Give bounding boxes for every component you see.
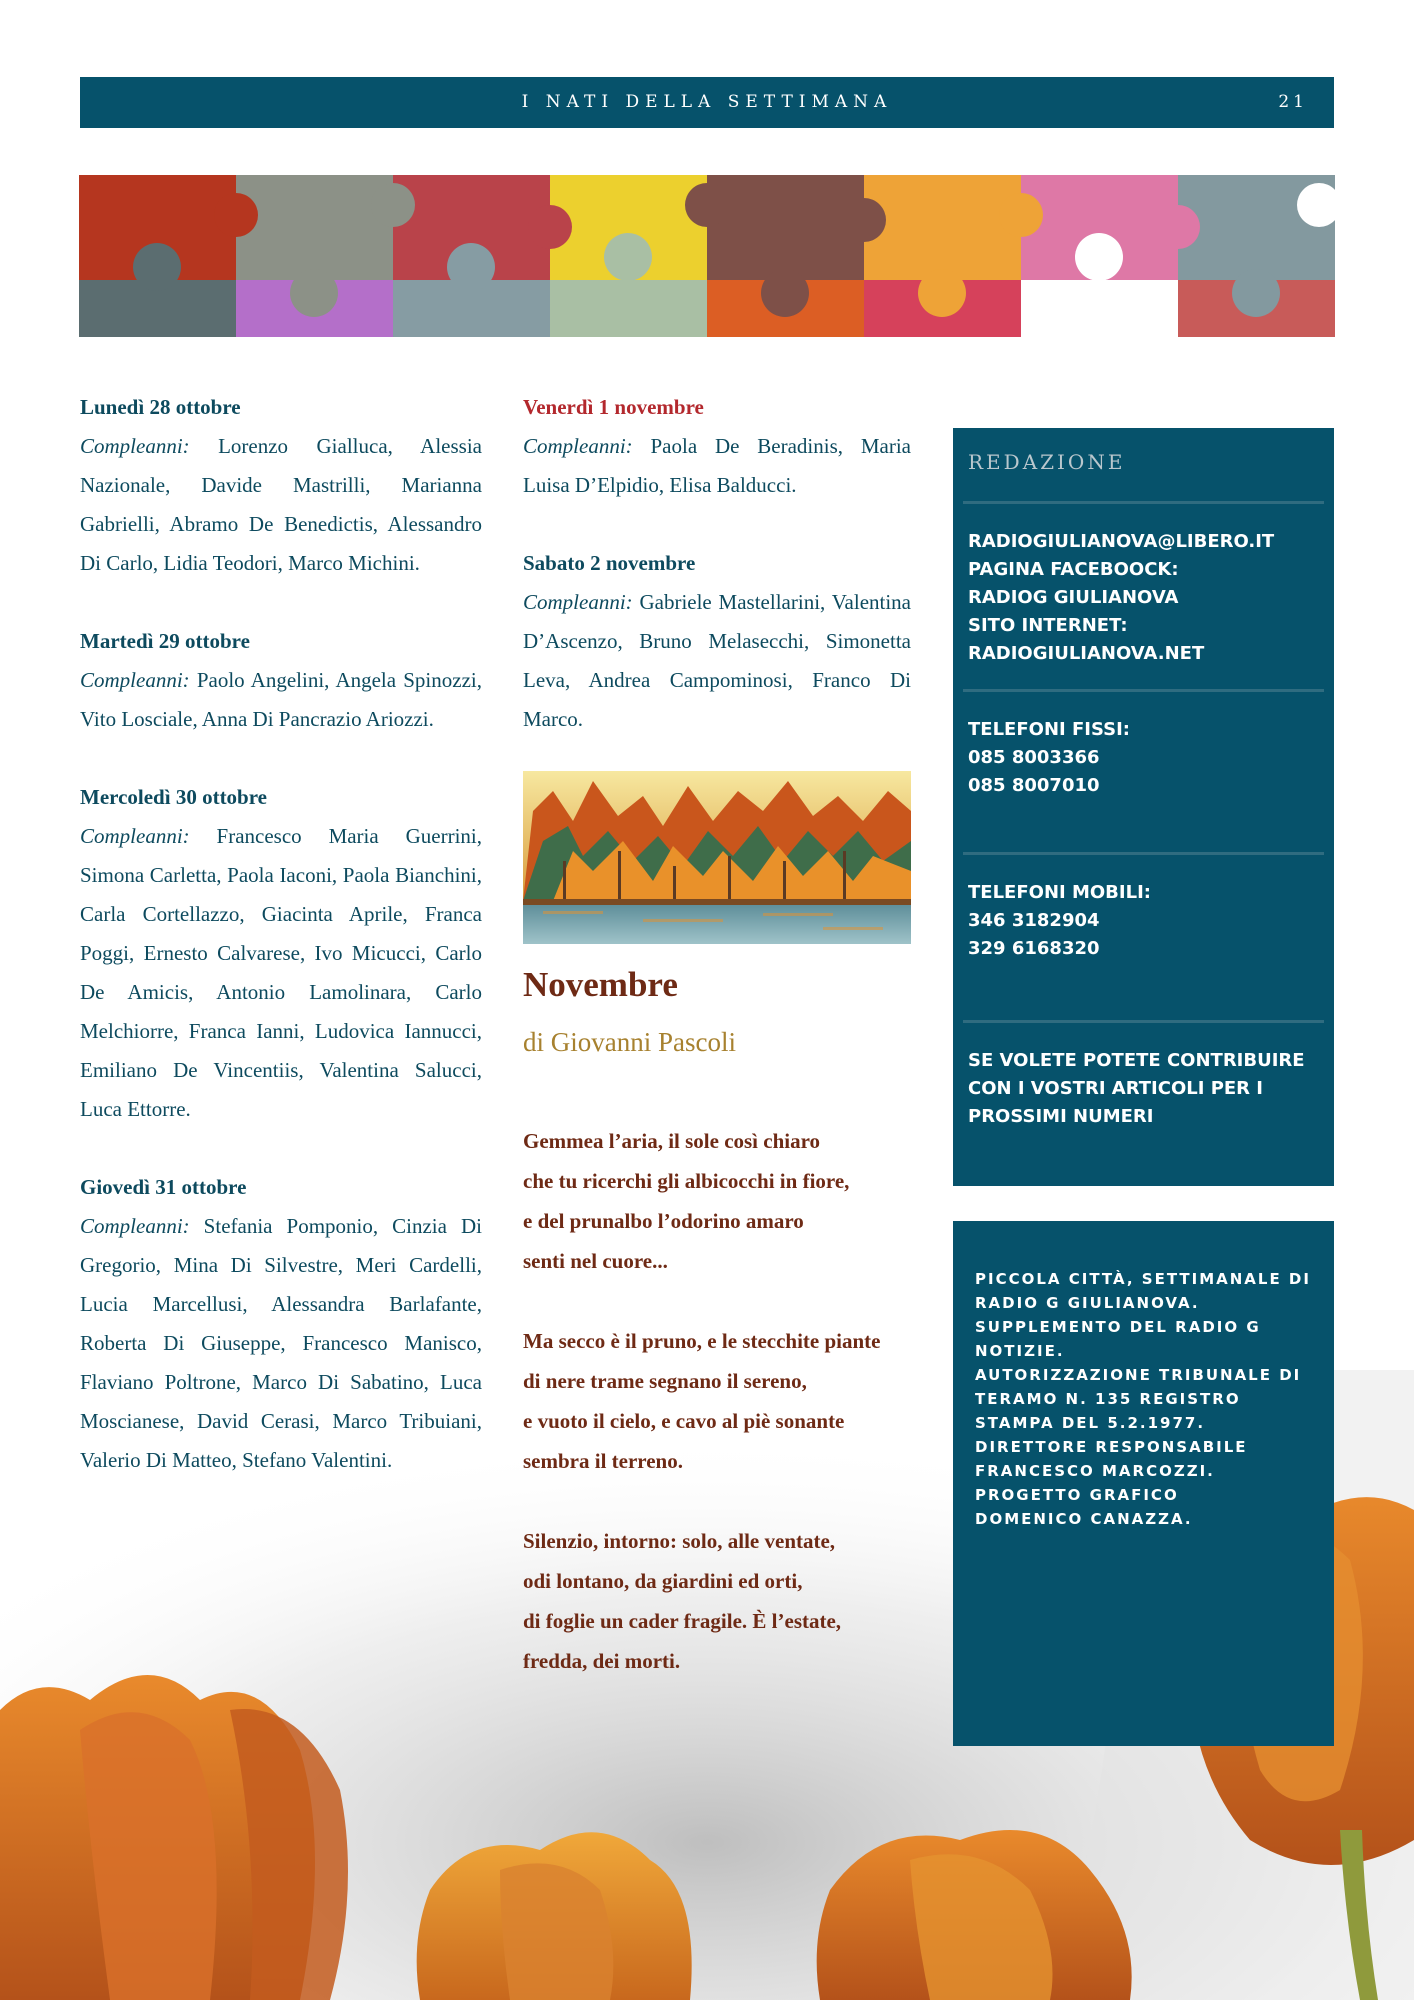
birthdays-label: Compleanni:	[80, 668, 190, 692]
names-list: Stefania Pomponio, Cinzia Di Gregorio, Mina Di Silvestre, Meri Cardelli, Lucia Marcellusi, Alessandra Barlafante, Roberta Di Giuseppe, Francesco Manisco, Flaviano Poltrone, Marco Di Sabatino, Luca Moscianese, David Cerasi, Marco Tribuiani, Valerio Di Matteo, Stefano Valentini.	[80, 1214, 482, 1472]
imprint-line: DIRETTORE RESPONSABILE	[975, 1438, 1248, 1456]
day-entry	[80, 388, 482, 583]
names-list: Paola De Beradinis, Maria Luisa D’Elpidio, Elisa Balducci.	[523, 434, 911, 497]
imprint-line: NOTIZIE.	[975, 1342, 1065, 1360]
day-entry	[80, 1168, 482, 1480]
divider	[963, 501, 1324, 504]
imprint-line: PROGETTO GRAFICO	[975, 1486, 1179, 1504]
header-bar	[80, 77, 1334, 128]
names-list: Lorenzo Gialluca, Alessia Nazionale, Davide Mastrilli, Marianna Gabrielli, Abramo De Benedictis, Alessandro Di Carlo, Lidia Teodori, Marco Michini.	[80, 434, 482, 575]
imprint-line: AUTORIZZAZIONE TRIBUNALE DI	[975, 1366, 1302, 1384]
day-entry	[80, 778, 482, 1129]
fixed-phones-label: TELEFONI FISSI:	[968, 719, 1130, 740]
poem-title: Novembre	[523, 965, 678, 1004]
poem-line: e vuoto il cielo, e cavo al piè sonante	[523, 1409, 845, 1433]
names-list: Francesco Maria Guerrini, Simona Carletta, Paola Iaconi, Paola Bianchini, Carla Cortellazzo, Giacinta Aprile, Franca Poggi, Ernesto Calvarese, Ivo Micucci, Carlo De Amicis, Antonio Lamolinara, Carlo Melchiorre, Franca Ianni, Ludovica Iannucci, Emiliano De Vincentiis, Valentina Salucci, Luca Ettorre.	[80, 824, 482, 1121]
day-entry	[80, 622, 482, 739]
day-names	[80, 661, 482, 739]
poem-stanza	[523, 1521, 913, 1681]
birthdays-label: Compleanni:	[523, 590, 633, 614]
poem-line: sembra il terreno.	[523, 1449, 683, 1473]
birthdays-column-middle	[523, 388, 911, 778]
day-names	[80, 427, 482, 583]
poem-line: che tu ricerchi gli albicocchi in fiore,	[523, 1169, 850, 1193]
contacts-block	[968, 528, 1328, 668]
mobile-phones-block	[968, 879, 1328, 963]
day-title: Lunedì 28 ottobre	[80, 395, 241, 419]
imprint-line: TERAMO N. 135 REGISTRO	[975, 1390, 1241, 1408]
birthdays-label: Compleanni:	[80, 824, 190, 848]
imprint-line: STAMPA DEL 5.2.1977.	[975, 1414, 1206, 1432]
facebook-link[interactable]: RADIOG GIULIANOVA	[968, 587, 1179, 608]
day-title: Mercoledì 30 ottobre	[80, 785, 268, 809]
website-link[interactable]: RADIOGIULIANOVA.NET	[968, 643, 1205, 664]
fixed-phones-block	[968, 716, 1328, 800]
day-names	[523, 583, 911, 739]
day-names	[523, 427, 911, 505]
page-number: 21	[1278, 92, 1308, 112]
autumn-forest-image	[523, 771, 911, 944]
birthdays-column-left	[80, 388, 482, 1519]
mobile-phones-label: TELEFONI MOBILI:	[968, 882, 1151, 903]
poem-stanza	[523, 1321, 913, 1481]
day-title: Martedì 29 ottobre	[80, 629, 250, 653]
header-title: I NATI DELLA SETTIMANA	[521, 92, 893, 112]
imprint-text	[975, 1267, 1325, 1531]
poem-author: di Giovanni Pascoli	[523, 1027, 736, 1057]
imprint-line: SUPPLEMENTO DEL RADIO G	[975, 1318, 1261, 1336]
poem-stanza	[523, 1121, 913, 1281]
divider	[963, 852, 1324, 855]
poem-body	[523, 1121, 913, 1721]
divider	[963, 689, 1324, 692]
phone-number[interactable]: 346 3182904	[968, 910, 1100, 931]
poem-line: senti nel cuore...	[523, 1249, 668, 1273]
day-names	[80, 1207, 482, 1480]
poem-line: e del prunalbo l’odorino amaro	[523, 1209, 804, 1233]
email-link[interactable]: RADIOGIULIANOVA@LIBERO.IT	[968, 531, 1275, 552]
phone-number[interactable]: 085 8003366	[968, 747, 1100, 768]
website-label: SITO INTERNET:	[968, 615, 1128, 636]
phone-number[interactable]: 085 8007010	[968, 775, 1100, 796]
divider	[963, 1020, 1324, 1023]
redazione-title: REDAZIONE	[968, 450, 1126, 474]
day-title: Giovedì 31 ottobre	[80, 1175, 247, 1199]
names-list: Gabriele Mastellarini, Valentina D’Ascenzo, Bruno Melasecchi, Simonetta Leva, Andrea Campominosi, Franco Di Marco.	[523, 590, 911, 731]
redazione-box	[953, 428, 1334, 1186]
birthdays-label: Compleanni:	[80, 434, 190, 458]
contribute-line: SE VOLETE POTETE CONTRIBUIRE	[968, 1050, 1305, 1071]
day-entry	[523, 388, 911, 505]
facebook-label: PAGINA FACEBOOCK:	[968, 559, 1179, 580]
day-names	[80, 817, 482, 1129]
phone-number[interactable]: 329 6168320	[968, 938, 1100, 959]
poem-line: di nere trame segnano il sereno,	[523, 1369, 807, 1393]
contribute-line: PROSSIMI NUMERI	[968, 1106, 1154, 1127]
day-title: Sabato 2 novembre	[523, 551, 696, 575]
imprint-line: DOMENICO CANAZZA.	[975, 1510, 1193, 1528]
imprint-line: PICCOLA CITTÀ, SETTIMANALE DI	[975, 1270, 1311, 1288]
puzzle-banner-image	[79, 175, 1335, 337]
poem-line: Ma secco è il pruno, e le stecchite piante	[523, 1329, 881, 1353]
poem-line: fredda, dei morti.	[523, 1649, 681, 1673]
poem-line: odi lontano, da giardini ed orti,	[523, 1569, 803, 1593]
birthdays-label: Compleanni:	[80, 1214, 190, 1238]
day-title: Venerdì 1 novembre	[523, 395, 704, 419]
contribute-block	[968, 1047, 1328, 1131]
birthdays-label: Compleanni:	[523, 434, 633, 458]
poem-line: Silenzio, intorno: solo, alle ventate,	[523, 1529, 836, 1553]
names-list: Paolo Angelini, Angela Spinozzi, Vito Losciale, Anna Di Pancrazio Ariozzi.	[80, 668, 482, 731]
day-entry	[523, 544, 911, 739]
imprint-line: FRANCESCO MARCOZZI.	[975, 1462, 1215, 1480]
poem-line: Gemmea l’aria, il sole così chiaro	[523, 1129, 821, 1153]
poem-line: di foglie un cader fragile. È l’estate,	[523, 1609, 842, 1633]
contribute-line: CON I VOSTRI ARTICOLI PER I	[968, 1078, 1264, 1099]
imprint-box	[953, 1221, 1334, 1746]
imprint-line: RADIO G GIULIANOVA.	[975, 1294, 1200, 1312]
